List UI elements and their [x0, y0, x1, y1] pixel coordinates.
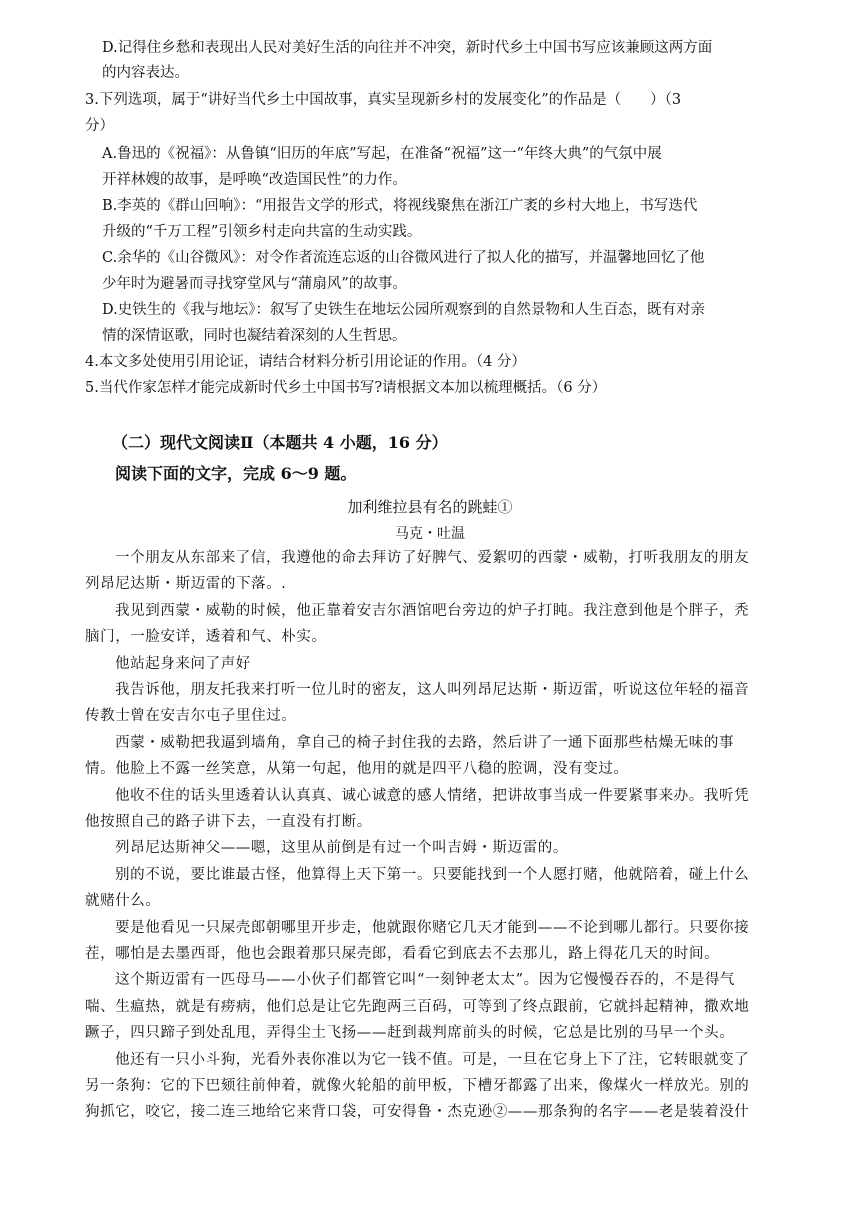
- story-line: 西蒙・威勒把我逼到墙角，拿自己的椅子封住我的去路，然后讲了一通下面那些枯燥无味的事: [115, 735, 735, 751]
- q3-stem-line2: 分）: [85, 118, 114, 134]
- story-line: 传教士曾在安吉尔屯子里住过。: [85, 708, 297, 724]
- q3-option-b-line2: 升级的“千万工程”引领乡村走向共富的生动实践。: [102, 224, 422, 240]
- section-heading: （二）现代文阅读Ⅱ（本题共 4 小题，16 分）: [112, 433, 448, 452]
- story-line: 另一条狗：它的下巴颏往前伸着，就像火轮船的前甲板，下槽牙都露了出来，像煤火一样放光。别的: [85, 1078, 750, 1094]
- story-line: 要是他看见一只屎壳郎朝哪里开步走，他就跟你赌它几天才能到——不论到哪儿都行。只要你接: [115, 920, 750, 936]
- section-instruction: 阅读下面的文字，完成 6～9 题。: [115, 464, 357, 483]
- q3-option-a-line2: 开祥林嫂的故事，是呼唤“改造国民性”的力作。: [102, 172, 407, 188]
- q4-stem: 4.本文多处使用引用论证，请结合材料分析引用论证的作用。（4 分）: [85, 354, 526, 370]
- story-line: 我告诉他，朋友托我来打听一位儿时的密友，这人叫列昂尼达斯・斯迈雷，听说这位年轻的福音: [115, 682, 750, 698]
- story-line: 这个斯迈雷有一匹母马——小伙子们都管它叫“一刻钟老太太”。因为它慢慢吞吞的，不是得气: [115, 972, 736, 988]
- story-line: 蹶子，四只蹄子到处乱甩，弄得尘土飞扬——赶到裁判席前头的时候，它总是比别的马早一个头。: [85, 1025, 735, 1041]
- story-line: 情。他脸上不露一丝笑意，从第一句起，他用的就是四平八稳的腔调，没有变过。: [85, 761, 629, 777]
- story-line: 他站起身来问了声好: [115, 656, 251, 672]
- story-line: 我见到西蒙・威勒的时候，他正靠着安吉尔酒馆吧台旁边的炉子打盹。我注意到他是个胖子，秃: [115, 603, 750, 619]
- q2-option-d-line2: 的内容表达。: [102, 65, 189, 81]
- q2-option-d-line1: D.记得住乡愁和表现出人民对美好生活的向往并不冲突，新时代乡土中国书写应该兼顾这两方面: [102, 40, 713, 56]
- story-title: 加利维拉县有名的跳蛙①: [347, 498, 513, 516]
- story-line: 脑门，一脸安详，透着和气、朴实。: [85, 629, 327, 645]
- story-line: 他按照自己的路子讲下去，一直没有打断。: [85, 814, 372, 830]
- story-line: 他还有一只小斗狗，光看外表你准以为它一钱不值。可是，一旦在它身上下了注，它转眼就变了: [115, 1052, 750, 1068]
- story-line: 别的不说，要比谁最古怪，他算得上天下第一。只要能找到一个人愿打赌，他就陪着，碰上什么: [115, 867, 750, 883]
- story-line: 列昂尼达斯神父——嗯，这里从前倒是有过一个叫吉姆・斯迈雷的。: [115, 840, 568, 856]
- q3-option-d-line1: D.史铁生的《我与地坛》：叙写了史铁生在地坛公园所观察到的自然景物和人生百态，既有对亲: [102, 302, 705, 318]
- story-line: 就赌什么。: [85, 893, 161, 909]
- q3-option-b-line1: B.李英的《群山回响》：“用报告文学的形式，将视线聚焦在浙江广袤的乡村大地上，书写迭代: [102, 198, 698, 214]
- story-line: 列昂尼达斯・斯迈雷的下落。.: [85, 576, 287, 592]
- q3-option-a-line1: A.鲁迅的《祝福》：从鲁镇“旧历的年底”写起，在准备“祝福”这一“年终大典”的气氛中展: [102, 146, 662, 162]
- story-line: 他收不住的话头里透着认认真真、诚心诚意的感人情绪，把讲故事当成一件要紧事来办。我听凭: [115, 788, 750, 804]
- q3-option-d-line2: 情的深情讴歌，同时也凝结着深刻的人生哲思。: [102, 328, 407, 344]
- story-author: 马克・吐温: [395, 526, 465, 542]
- story-line: 喘、生瘟热，就是有痨病，他们总是让它先跑两三百码，可等到了终点跟前，它就抖起精神，撒欢地: [85, 999, 750, 1015]
- q5-stem: 5.当代作家怎样才能完成新时代乡土中国书写?请根据文本加以梳理概括。（6 分）: [85, 380, 607, 396]
- story-line: 一个朋友从东部来了信，我遵他的命去拜访了好脾气、爱絮叨的西蒙・威勒，打听我朋友的朋友: [115, 550, 750, 566]
- story-line: 狗抓它，咬它，接二连三地给它来背口袋，可安得鲁・杰克逊②——那条狗的名字——老是装着没什: [85, 1104, 750, 1120]
- q3-option-c-line2: 少年时为避暑而寻找穿堂风与“蒲扇风”的故事。: [102, 276, 407, 292]
- q3-stem-line1: 3.下列选项，属于“讲好当代乡土中国故事，真实呈现新乡村的发展变化”的作品是（ ）（3: [85, 92, 682, 108]
- story-line: 茬，哪怕是去墨西哥，他也会跟着那只屎壳郎，看看它到底去不去那儿，路上得花几天的时间。: [85, 946, 720, 962]
- q3-option-c-line1: C.余华的《山谷微风》：对令作者流连忘返的山谷微风进行了拟人化的描写，并温馨地回忆了他: [102, 250, 705, 266]
